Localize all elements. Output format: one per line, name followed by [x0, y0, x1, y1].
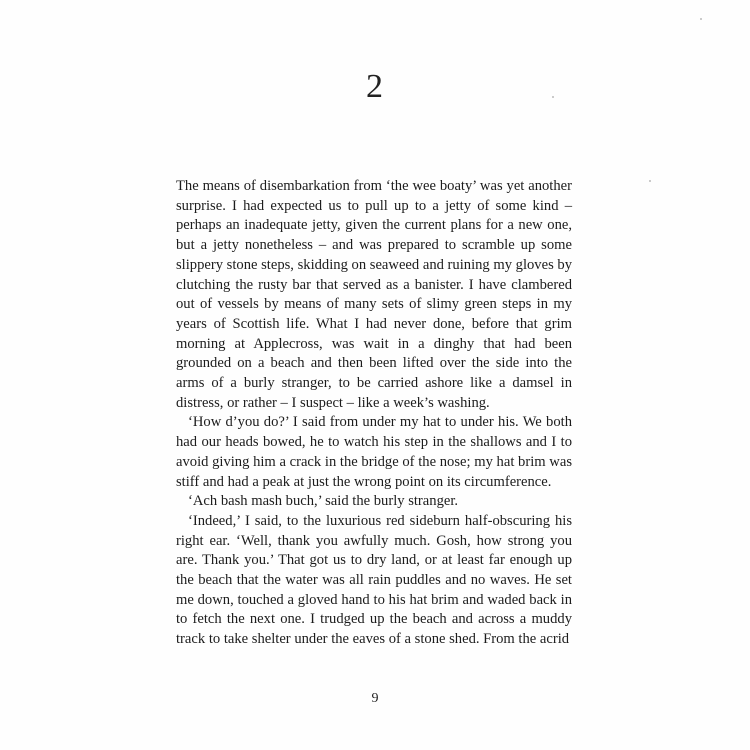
paragraph: ‘Ach bash mash buch,’ said the burly stranger. — [188, 493, 459, 510]
chapter-number: 2 — [366, 68, 384, 105]
paragraph: ‘Indeed,’ I said, to the luxurious red sideburn half-obscuring his right ear. ‘Well, thank you awfully much. Gosh, how strong you are. Thank you.’ That got us to dry land, or at least far enough up the beach that the water was all rain puddles and no waves. He set me down, touched a gloved hand to his hat brim and waded back in to fetch the next one. I trudged up the beach and across a muddy track to take shelter under the eaves of a stone shed. From the acrid — [176, 512, 572, 648]
paper-speck — [700, 18, 702, 20]
paper-speck — [649, 180, 651, 182]
page-number: 9 — [371, 691, 379, 706]
paper-speck — [552, 96, 554, 98]
paragraph: The means of disembarkation from ‘the wee boaty’ was yet another surprise. I had expected us to pull up to a jetty of some kind – perhaps an inadequate jetty, given the current plans for a new one, but a jetty nonetheless – and was prepared to scramble up some slippery stone steps, skidding on seaweed and ruining my gloves by clutching the rusty bar that served as a banister. I have clambered out of vessels by means of many sets of slimy green steps in my years of Scottish life. What I had never done, before that grim morning at Applecross, was wait in a dinghy that had been grounded on a beach and then been lifted over the side into the arms of a burly stranger, to be carried ashore like a damsel in distress, or rather – I suspect – like a week’s washing. — [176, 178, 573, 411]
paragraph: ‘How d’you do?’ I said from under my hat to under his. We both had our heads bowed, he to watch his step in the shallows and I to avoid giving him a crack in the bridge of the nose; my hat brim was stiff and had a peak at just the wrong point on its circumference. — [176, 414, 572, 490]
body-text — [176, 177, 572, 650]
